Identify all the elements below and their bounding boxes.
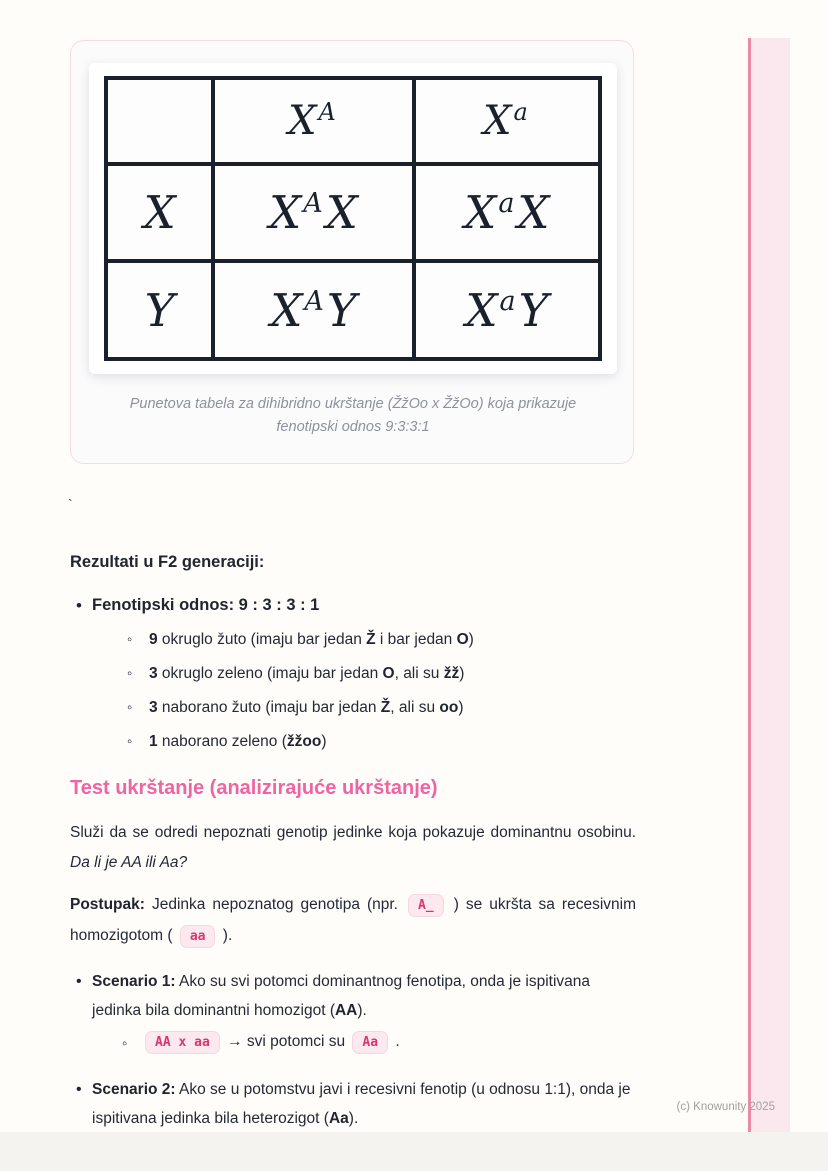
page-edge-accent-bar [748, 38, 790, 1132]
punnett-cell: X [106, 164, 213, 262]
figure-caption: Punetova tabela za dihibridno ukrštanje (ŽžOo x ŽžOo) koja prikazuje fenotipski odnos 9:3:3:1 [129, 396, 577, 435]
list-item-3-wrinkled-yellow: ◦ 3 naborano žuto (imaju bar jedan Ž, ali su oo) [92, 697, 636, 718]
results-list [70, 595, 636, 752]
inline-code-chip: Aa [352, 1031, 388, 1054]
scenario-1-sub-list [92, 1027, 636, 1057]
inline-code-chip: AA x aa [145, 1031, 220, 1054]
punnett-cell: $X^A$ [213, 78, 414, 164]
list-item-1-wrinkled-green: ◦ 1 naborano zeleno (žžoo) [92, 731, 636, 752]
figure-card [70, 40, 634, 464]
document-content [70, 542, 636, 1133]
punnett-cell: $X^aX$ [414, 164, 600, 262]
list-item-9-round-yellow: ◦ 9 okruglo žuto (imaju bar jedan Ž i bar jedan O) [92, 629, 636, 650]
punnett-cell: $X^AX$ [213, 164, 414, 262]
results-heading: Rezultati u F2 generaciji: [70, 553, 265, 571]
page-bottom-strip [0, 1132, 828, 1171]
footer-credit: (c) Knowunity 2025 [676, 1101, 775, 1113]
punnett-cell: $X^AY$ [213, 261, 414, 359]
scenario-list [70, 967, 636, 1133]
punnett-cell: $X^aY$ [414, 261, 600, 359]
punnett-cell [106, 78, 213, 164]
phenotype-sub-list [92, 629, 636, 752]
punnett-cell: $X^a$ [414, 78, 600, 164]
punnett-cell: Y [106, 261, 213, 359]
stray-backtick: ` [68, 496, 73, 512]
list-item-scenario-2 [70, 1075, 636, 1133]
list-item-text: Scenario 1: Ako su svi potomci dominantnog fenotipa, onda je ispitivana jedinka bila dominantni homozigot (AA). [92, 973, 591, 1019]
list-item-text: Scenario 2: Ako se u potomstvu javi i recesivni fenotip (u odnosu 1:1), onda je ispitivana jedinka bila heterozigot (Aa). [92, 1081, 631, 1127]
paragraph-procedure: Postupak: Jedinka nepoznatog genotipa (npr. A_ ) se ukršta sa recesivnim homozigotom ( aa ). [70, 889, 636, 951]
figure-image-panel [89, 63, 617, 374]
list-item-text: Fenotipski odnos: 9 : 3 : 3 : 1 [92, 596, 320, 614]
list-item-3-round-green: ◦ 3 okruglo zeleno (imaju bar jedan O, ali su žž) [92, 663, 636, 684]
list-item-cross-result: ◦ AA x aa → svi potomci su Aa . [92, 1027, 636, 1057]
paragraph-purpose: Služi da se odredi nepoznati genotip jedinke koja pokazuje dominantnu osobinu. Da li je AA ili Aa? [70, 824, 636, 871]
list-item-phenotype-ratio [70, 595, 636, 752]
section-heading-test-cross: Test ukrštanje (analizirajuće ukrštanje) [70, 777, 438, 799]
inline-code-chip: A_ [408, 894, 444, 917]
punnett-square-table [104, 76, 602, 361]
inline-code-chip: aa [180, 925, 216, 948]
list-item-scenario-1 [70, 967, 636, 1057]
